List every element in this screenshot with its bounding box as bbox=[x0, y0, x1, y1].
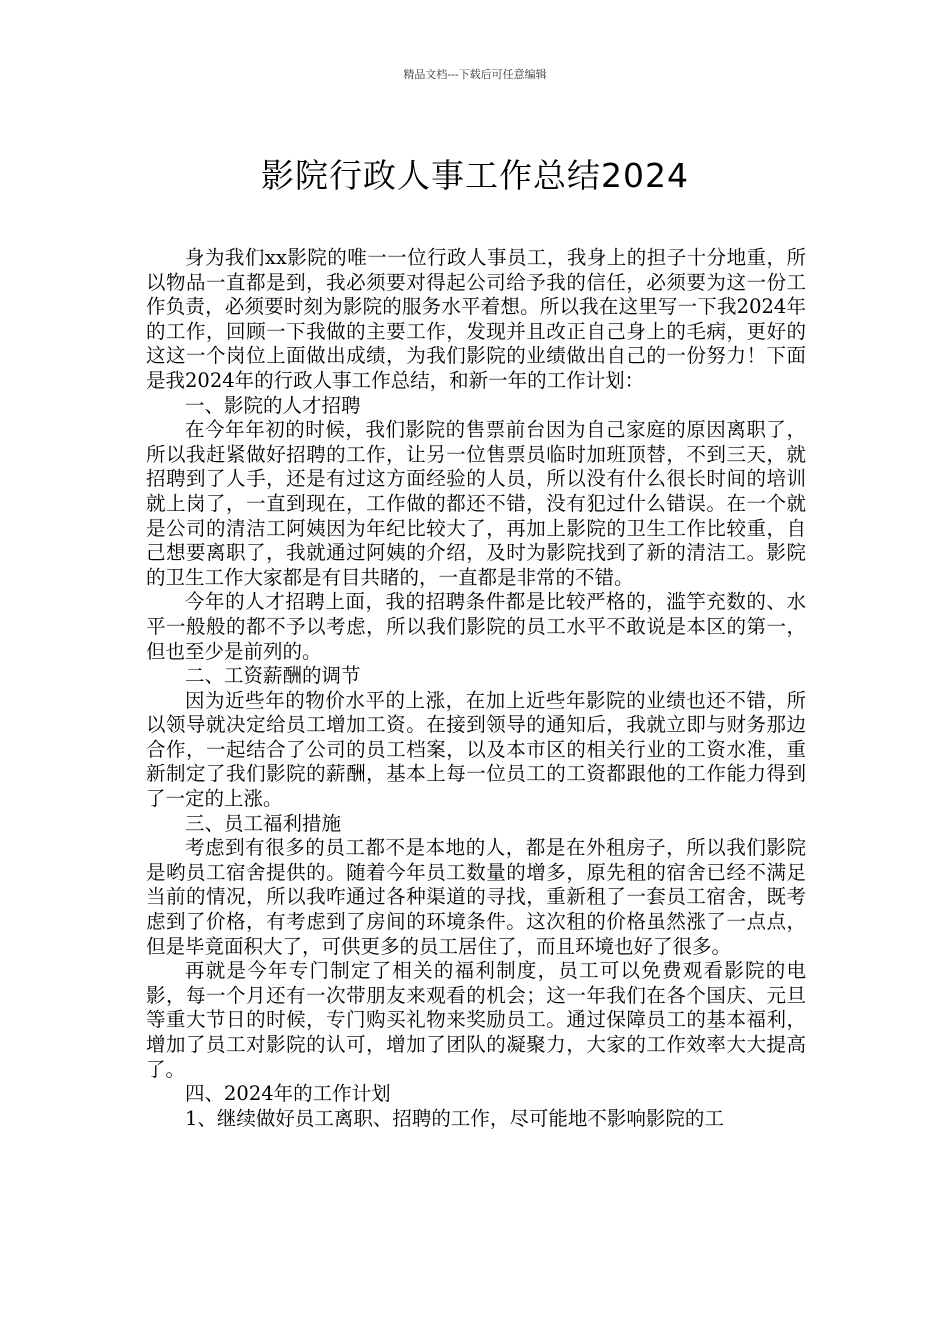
document-title: 影院行政人事工作总结2024 bbox=[261, 156, 689, 196]
paragraph-dormitory: 考虑到有很多的员工都不是本地的人，都是在外租房子，所以我们影院是哟员工宿舍提供的。随着今年员工数量的增多，原先租的宿舍已经不满足当前的情况，所以我咋通过各种渠道的寻找，重新租了一套员工宿舍，既考虑到了价格，有考虑到了房间的环境条件。这次租的价格虽然涨了一点点，但是毕竟面积大了，可供更多的员工居住了，而且环境也好了很多。 bbox=[146, 836, 806, 958]
section-heading-salary: 二、工资薪酬的调节 bbox=[185, 664, 361, 688]
paragraph-intro: 身为我们xx影院的唯一一位行政人事员工，我身上的担子十分地重，所以物品一直都是到，我必须要对得起公司给予我的信任，必须要为这一份工作负责，必须要时刻为影院的服务水平着想。所以我在这里写一下我2024年的工作，回顾一下我做的主要工作，发现并且改正自己身上的毛病，更好的这这一个岗位上面做出成绩，为我们影院的业绩做出自己的一份努力！下面是我2024年的行政人事工作总结，和新一年的工作计划： bbox=[146, 246, 806, 392]
section-heading-welfare: 三、员工福利措施 bbox=[185, 811, 342, 835]
header-note: 精品文档---下载后可任意编辑 bbox=[403, 68, 547, 81]
section-heading-recruitment: 一、影院的人才招聘 bbox=[185, 393, 361, 417]
section-heading-plan: 四、2024年的工作计划 bbox=[185, 1082, 391, 1106]
paragraph-welfare-system: 再就是今年专门制定了相关的福利制度，员工可以免费观看影院的电影，每一个月还有一次带朋友来观看的机会；这一年我们在各个国庆、元旦等重大节日的时候，专门购买礼物来奖励员工。通过保障员工的基本福利，增加了员工对影院的认可，增加了团队的凝聚力，大家的工作效率大大提高了。 bbox=[146, 959, 806, 1081]
paragraph-recruitment: 在今年年初的时候，我们影院的售票前台因为自己家庭的原因离职了，所以我赶紧做好招聘的工作，让另一位售票员临时加班顶替，不到三天，就招聘到了人手，还是有过这方面经验的人员，所以没有什么很长时间的培训就上岗了，一直到现在，工作做的都还不错，没有犯过什么错误。在一个就是公司的清洁工阿姨因为年纪比较大了，再加上影院的卫生工作比较重，自己想要离职了，我就通过阿姨的介绍，及时为影院找到了新的清洁工。影院的卫生工作大家都是有目共睹的，一直都是非常的不错。 bbox=[146, 418, 806, 589]
paragraph-salary: 因为近些年的物价水平的上涨，在加上近些年影院的业绩也还不错，所以领导就决定给员工增加工资。在接到领导的通知后，我就立即与财务那边合作，一起结合了公司的员工档案，以及本市区的相关行业的工资水准，重新制定了我们影院的薪酬，基本上每一位员工的工资都跟他的工作能力得到了一定的上涨。 bbox=[146, 688, 806, 811]
paragraph-plan-item-1: 1、继续做好员工离职、招聘的工作，尽可能地不影响影院的工 bbox=[185, 1106, 724, 1130]
document-body bbox=[146, 246, 806, 1131]
paragraph-recruitment-standards: 今年的人才招聘上面，我的招聘条件都是比较严格的，滥竽充数的、水平一般般的都不予以考虑，所以我们影院的员工水平不敢说是本区的第一，但也至少是前列的。 bbox=[146, 590, 806, 663]
